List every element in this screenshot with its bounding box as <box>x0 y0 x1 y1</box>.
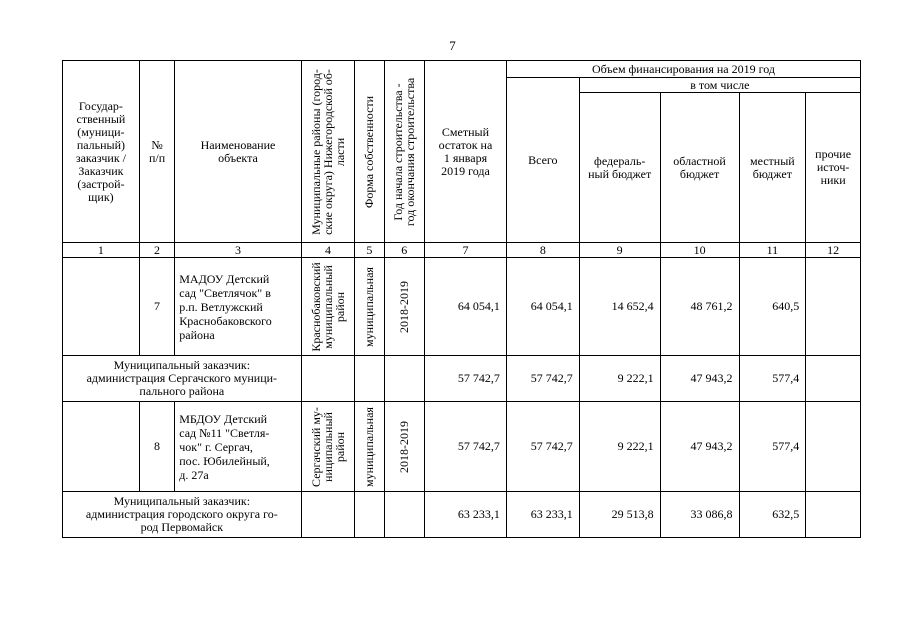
total-value: 57 742,7 <box>506 402 579 492</box>
text-line: Муниципальный заказчик: <box>113 358 251 372</box>
text-line: Краснобаковского <box>179 313 272 328</box>
text-line: местный <box>750 153 795 168</box>
empty-cell <box>384 492 424 538</box>
column-index: 12 <box>806 243 861 258</box>
table-row-object <box>63 258 861 356</box>
balance-value: 57 742,7 <box>425 356 507 402</box>
text-line: Форма собственности <box>362 95 377 208</box>
text-line: Муниципальные районы (город- <box>308 68 323 235</box>
text-line: чок" г. Сергач, <box>179 439 253 454</box>
balance-value: 64 054,1 <box>425 258 507 356</box>
text-line: пальный) <box>76 137 126 152</box>
other-value <box>806 258 861 356</box>
header-years <box>384 61 424 243</box>
text-line: (застрой- <box>77 176 125 191</box>
column-index: 6 <box>384 243 424 258</box>
header-total: Всего <box>506 78 579 243</box>
text-line: ники <box>820 173 846 187</box>
text-line: МАДОУ Детский <box>179 271 270 286</box>
text-line: федераль- <box>594 153 646 168</box>
text-line: муниципальный <box>320 264 335 349</box>
text-line: район <box>332 431 347 462</box>
text-line: п/п <box>148 150 166 165</box>
text-line: областной <box>673 153 726 168</box>
text-line: 2019 года <box>441 163 490 178</box>
column-index: 7 <box>425 243 507 258</box>
balance-value: 63 233,1 <box>425 492 507 538</box>
empty-cell <box>384 356 424 402</box>
customer-label <box>63 492 302 538</box>
header-balance <box>425 61 507 243</box>
local-value: 640,5 <box>739 258 806 356</box>
text-line: сад №11 "Светля- <box>179 425 270 440</box>
text-line: № <box>151 137 163 152</box>
text-line: ственный <box>76 111 126 126</box>
regional-value: 33 086,8 <box>660 492 739 538</box>
object-number: 7 <box>139 258 174 356</box>
header-federal <box>579 93 660 243</box>
empty-cell <box>301 492 355 538</box>
object-district <box>301 402 355 492</box>
object-ownership: муниципальная <box>355 402 384 492</box>
text-line: объекта <box>218 150 258 165</box>
text-line: Краснобаковский <box>308 261 323 352</box>
regional-value: 48 761,2 <box>660 258 739 356</box>
column-index: 8 <box>506 243 579 258</box>
text-line: остаток на <box>438 137 493 152</box>
empty-cell <box>355 492 384 538</box>
header-funding-title: Объем финансирования на 2019 год <box>506 61 860 78</box>
empty-cell <box>301 356 355 402</box>
object-years: 2018-2019 <box>384 258 424 356</box>
text-line: р.п. Ветлужский <box>179 299 263 314</box>
empty-cell <box>355 356 384 402</box>
table-row-customer <box>63 356 861 402</box>
regional-value: 47 943,2 <box>660 402 739 492</box>
header-object-name <box>175 61 301 243</box>
header-districts <box>301 61 355 243</box>
text-line: щик) <box>88 189 114 204</box>
text-line: род Первомайск <box>140 520 224 534</box>
text-line: Сметный <box>441 124 489 139</box>
object-district <box>301 258 355 356</box>
table-row-object <box>63 402 861 492</box>
text-line: Год начала строительства - <box>391 82 406 221</box>
text-line: год окончания строительства <box>403 77 418 226</box>
header-customer <box>63 61 140 243</box>
text-line: заказчик / <box>75 150 127 165</box>
header-regional <box>660 93 739 243</box>
column-index: 11 <box>739 243 806 258</box>
text-line: администрация Сергачского муници- <box>86 371 278 385</box>
customer-cell-empty <box>63 258 140 356</box>
local-value: 632,5 <box>739 492 806 538</box>
text-line: д. 27а <box>179 467 209 482</box>
text-line: пального района <box>139 384 225 398</box>
text-line: ниципальный <box>320 411 335 482</box>
table-row-customer <box>63 492 861 538</box>
column-index: 2 <box>139 243 174 258</box>
object-years: 2018-2019 <box>384 402 424 492</box>
header-other <box>806 93 861 243</box>
header-local <box>739 93 806 243</box>
object-ownership: муниципальная <box>355 258 384 356</box>
text-line: МБДОУ Детский <box>179 411 268 426</box>
column-index-row <box>63 243 861 258</box>
customer-label <box>63 356 302 402</box>
column-index: 5 <box>355 243 384 258</box>
regional-value: 47 943,2 <box>660 356 739 402</box>
text-line: пос. Юбилейный, <box>179 453 270 468</box>
total-value: 57 742,7 <box>506 356 579 402</box>
object-number: 8 <box>139 402 174 492</box>
object-name <box>175 402 301 492</box>
balance-value: 57 742,7 <box>425 402 507 492</box>
text-line: Заказчик <box>78 163 124 178</box>
federal-value: 9 222,1 <box>579 402 660 492</box>
local-value: 577,4 <box>739 356 806 402</box>
text-line: Муниципальный заказчик: <box>113 494 251 508</box>
text-line: сад "Светлячок" в <box>179 285 271 300</box>
text-line: администрация городского округа го- <box>85 507 278 521</box>
total-value: 63 233,1 <box>506 492 579 538</box>
customer-cell-empty <box>63 402 140 492</box>
funding-table <box>62 60 861 538</box>
column-index: 9 <box>579 243 660 258</box>
text-line: ный бюджет <box>588 166 652 181</box>
text-line: прочие <box>815 147 852 161</box>
column-index: 4 <box>301 243 355 258</box>
text-line: ласти <box>332 137 347 166</box>
federal-value: 14 652,4 <box>579 258 660 356</box>
local-value: 577,4 <box>739 402 806 492</box>
other-value <box>806 402 861 492</box>
text-line: Наименование <box>200 137 276 152</box>
column-index: 1 <box>63 243 140 258</box>
text-line: Сергачский му- <box>308 406 323 487</box>
column-index: 3 <box>175 243 301 258</box>
other-value <box>806 492 861 538</box>
object-name <box>175 258 301 356</box>
header-num <box>139 61 174 243</box>
column-index: 10 <box>660 243 739 258</box>
total-value: 64 054,1 <box>506 258 579 356</box>
text-line: 1 января <box>443 150 488 165</box>
text-line: бюджет <box>679 166 720 181</box>
text-line: район <box>332 291 347 322</box>
text-line: (муници- <box>77 124 125 139</box>
federal-value: 9 222,1 <box>579 356 660 402</box>
other-value <box>806 356 861 402</box>
text-line: бюджет <box>752 166 792 181</box>
text-line: района <box>179 327 215 342</box>
header-including: в том числе <box>579 78 860 93</box>
federal-value: 29 513,8 <box>579 492 660 538</box>
header-ownership <box>355 61 384 243</box>
text-line: источ- <box>816 160 850 174</box>
text-line: Государ- <box>78 98 123 113</box>
page-number: 7 <box>449 38 456 53</box>
text-line: ские округа) Нижегородской об- <box>320 68 335 235</box>
